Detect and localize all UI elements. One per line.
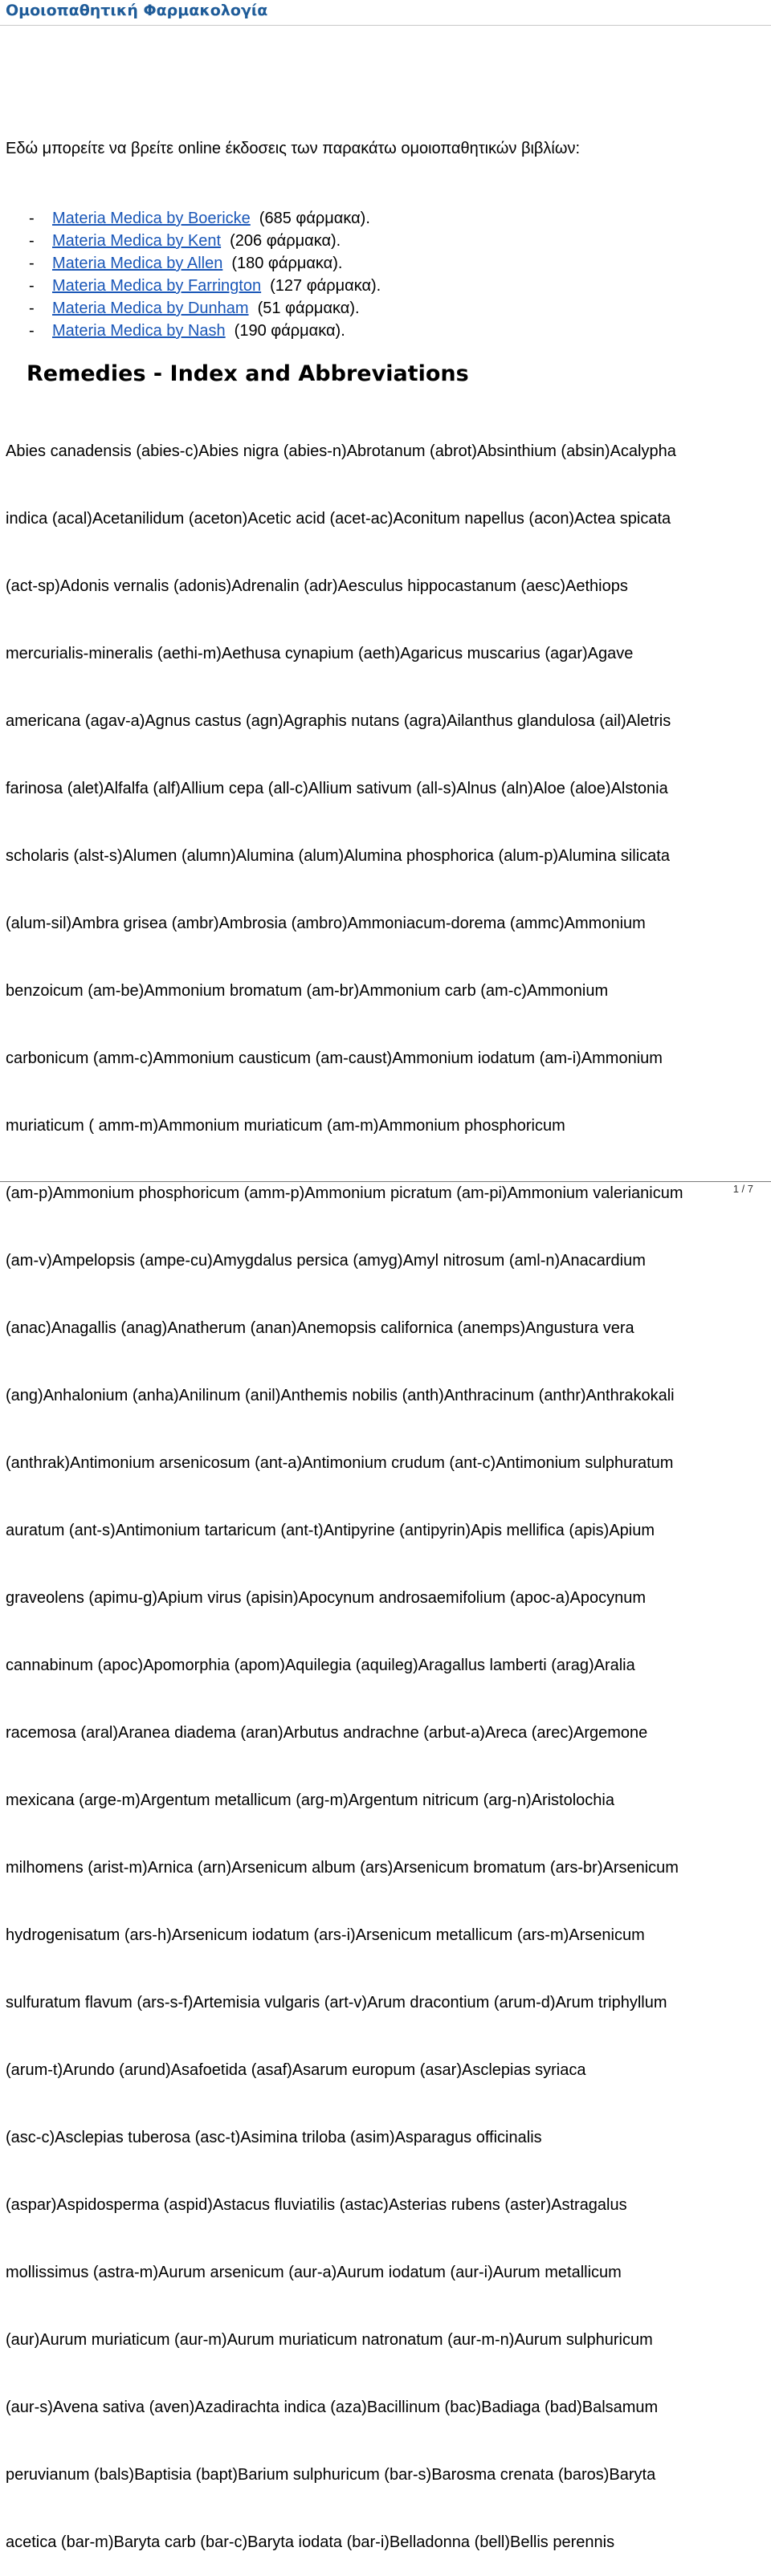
remedies-line: indica (acal)Acetanilidum (aceton)Acetic acid (acet-ac)Aconitum napellus (acon)Actea spicata — [6, 510, 671, 528]
remedies-line: sulfuratum flavum (ars-s-f)Artemisia vulgaris (art-v)Arum dracontium (arum-d)Arum triphyllum — [6, 1994, 667, 2011]
remedies-line: racemosa (aral)Aranea diadema (aran)Arbutus andrachne (arbut-a)Areca (arec)Argemone — [6, 1724, 648, 1742]
list-bullet: - — [29, 232, 35, 250]
remedies-line: mollissimus (astra-m)Aurum arsenicum (aur-a)Aurum iodatum (aur-i)Aurum metallicum — [6, 2264, 622, 2281]
boericke-link[interactable]: Materia Medica by Boericke — [52, 210, 251, 227]
book-list — [29, 207, 381, 342]
remedies-line: americana (agav-a)Agnus castus (agn)Agraphis nutans (agra)Ailanthus glandulosa (ail)Aletris — [6, 712, 671, 730]
site-header — [0, 0, 771, 27]
remedies-line: carbonicum (amm-c)Ammonium causticum (am-caust)Ammonium iodatum (am-i)Ammonium — [6, 1050, 663, 1067]
remedy-count: (51 φάρμακα). — [257, 300, 360, 317]
remedy-count: (180 φάρμακα). — [231, 255, 343, 272]
remedies-line: (anthrak)Antimonium arsenicosum (ant-a)Antimonium crudum (ant-c)Antimonium sulphuratum — [6, 1454, 674, 1472]
list-bullet: - — [29, 277, 35, 295]
list-item — [29, 252, 381, 275]
remedies-line: cannabinum (apoc)Apomorphia (apom)Aquilegia (aquileg)Aragallus lamberti (arag)Aralia — [6, 1657, 635, 1674]
remedies-line: scholaris (alst-s)Alumen (alumn)Alumina (alum)Alumina phosphorica (alum-p)Alumina silicata — [6, 847, 670, 865]
page-number: 1 / 7 — [732, 1183, 753, 1195]
header-divider — [0, 25, 771, 26]
remedies-line: benzoicum (am-be)Ammonium bromatum (am-br)Ammonium carb (am-c)Ammonium — [6, 982, 609, 1000]
list-bullet: - — [29, 322, 35, 340]
remedies-line: auratum (ant-s)Antimonium tartaricum (ant-t)Antipyrine (antipyrin)Apis mellifica (apis)Apium — [6, 1522, 655, 1539]
nash-link[interactable]: Materia Medica by Nash — [52, 322, 226, 340]
remedy-count: (127 φάρμακα). — [270, 277, 381, 295]
dunham-link[interactable]: Materia Medica by Dunham — [52, 300, 249, 317]
remedy-count: (206 φάρμακα). — [230, 232, 341, 250]
remedies-line: (aur-s)Avena sativa (aven)Azadirachta indica (aza)Bacillinum (bac)Badiaga (bad)Balsamum — [6, 2399, 659, 2416]
list-item — [29, 320, 381, 342]
kent-link[interactable]: Materia Medica by Kent — [52, 232, 222, 250]
remedies-heading: Remedies - Index and Abbreviations — [27, 361, 469, 386]
remedies-line: (anac)Anagallis (anag)Anatherum (anan)Anemopsis californica (anemps)Angustura vera — [6, 1319, 634, 1337]
remedies-line: peruvianum (bals)Baptisia (bapt)Barium sulphuricum (bar-s)Barosma crenata (baros)Baryta — [6, 2466, 656, 2484]
list-bullet: - — [29, 255, 35, 272]
remedies-line: (asc-c)Asclepias tuberosa (asc-t)Asimina triloba (asim)Asparagus officinalis — [6, 2129, 542, 2146]
intro-text: Εδώ μπορείτε να βρείτε online έκδοσεις των παρακάτω ομοιοπαθητικών βιβλίων: — [6, 140, 581, 157]
remedies-line: muriaticum ( amm-m)Ammonium muriaticum (am-m)Ammonium phosphoricum — [6, 1117, 565, 1135]
list-item — [29, 207, 381, 230]
remedies-line: (am-p)Ammonium phosphoricum (amm-p)Ammonium picratum (am-pi)Ammonium valerianicum — [6, 1184, 683, 1202]
remedies-line: mexicana (arge-m)Argentum metallicum (arg-m)Argentum nitricum (arg-n)Aristolochia — [6, 1791, 614, 1809]
farrington-link[interactable]: Materia Medica by Farrington — [52, 277, 262, 295]
allen-link[interactable]: Materia Medica by Allen — [52, 255, 223, 272]
remedies-line: (act-sp)Adonis vernalis (adonis)Adrenalin (adr)Aesculus hippocastanum (aesc)Aethiops — [6, 577, 628, 595]
remedies-line: (aur)Aurum muriaticum (aur-m)Aurum muriaticum natronatum (aur-m-n)Aurum sulphuricum — [6, 2331, 653, 2349]
list-bullet: - — [29, 210, 35, 227]
footer-divider — [0, 1181, 771, 1182]
remedies-line: Abies canadensis (abies-c)Abies nigra (abies-n)Abrotanum (abrot)Absinthium (absin)Acalypha — [6, 442, 676, 460]
remedies-line: (am-v)Ampelopsis (ampe-cu)Amygdalus persica (amyg)Amyl nitrosum (aml-n)Anacardium — [6, 1252, 646, 1270]
site-title[interactable]: Ομοιοπαθητική Φαρμακολογία — [6, 2, 268, 19]
remedy-count: (685 φάρμακα). — [259, 210, 370, 227]
list-item — [29, 275, 381, 297]
remedies-line: (ang)Anhalonium (anha)Anilinum (anil)Anthemis nobilis (anth)Anthracinum (anthr)Anthrakokali — [6, 1387, 675, 1404]
remedy-count: (190 φάρμακα). — [234, 322, 345, 340]
remedies-line: (alum-sil)Ambra grisea (ambr)Ambrosia (ambro)Ammoniacum-dorema (ammc)Ammonium — [6, 915, 646, 932]
remedies-line: mercurialis-mineralis (aethi-m)Aethusa cynapium (aeth)Agaricus muscarius (agar)Agave — [6, 645, 634, 662]
remedies-line: farinosa (alet)Alfalfa (alf)Allium cepa (all-c)Allium sativum (all-s)Alnus (aln)Aloe (aloe)Alstonia — [6, 780, 668, 797]
remedies-line: milhomens (arist-m)Arnica (arn)Arsenicum album (ars)Arsenicum bromatum (ars-br)Arsenicum — [6, 1859, 679, 1877]
remedies-line: (aspar)Aspidosperma (aspid)Astacus fluviatilis (astac)Asterias rubens (aster)Astragalus — [6, 2196, 627, 2214]
list-item — [29, 230, 381, 252]
list-bullet: - — [29, 300, 35, 317]
remedies-line: (arum-t)Arundo (arund)Asafoetida (asaf)Asarum europum (asar)Asclepias syriaca — [6, 2061, 586, 2079]
remedies-line: acetica (bar-m)Baryta carb (bar-c)Baryta iodata (bar-i)Belladonna (bell)Bellis perennis — [6, 2533, 615, 2551]
list-item — [29, 297, 381, 320]
remedies-line: graveolens (apimu-g)Apium virus (apisin)Apocynum androsaemifolium (apoc-a)Apocynum — [6, 1589, 647, 1607]
remedies-line: hydrogenisatum (ars-h)Arsenicum iodatum (ars-i)Arsenicum metallicum (ars-m)Arsenicum — [6, 1926, 645, 1944]
remedies-index-text — [6, 395, 765, 2576]
